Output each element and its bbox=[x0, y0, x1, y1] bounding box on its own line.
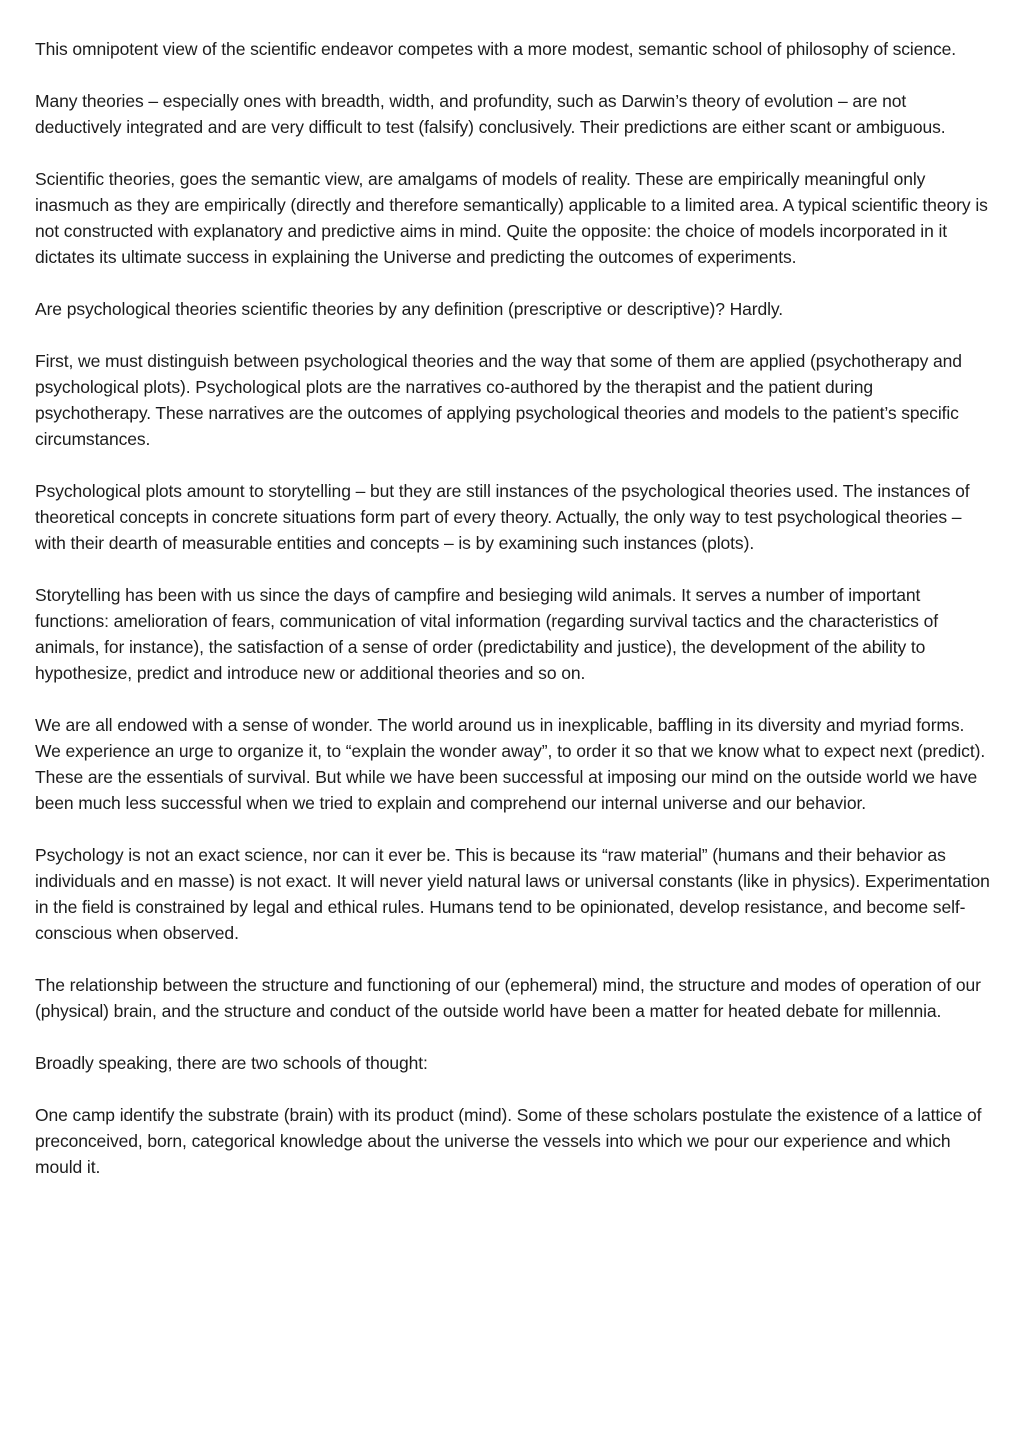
paragraph: This omnipotent view of the scientific endeavor competes with a more modest, semantic school of philosophy of science. bbox=[35, 39, 957, 59]
paragraph: Psychological plots amount to storytelling – but they are still instances of the psychological theories used. The instances of theoretical concepts in concrete situations form part of every theory. Actually, the only way to test psychological theories – with their dearth of measurable entities and concepts – is by examining such instances (plots). bbox=[35, 481, 970, 553]
paragraph: One camp identify the substrate (brain) with its product (mind). Some of these scholars postulate the existence of a lattice of preconceived, born, categorical knowledge about the universe the vessels into which we pour our experience and which mould it. bbox=[35, 1105, 982, 1177]
paragraph: Scientific theories, goes the semantic view, are amalgams of models of reality. These are empirically meaningful only inasmuch as they are empirically (directly and therefore semantically) applicable to a limited area. A typical scientific theory is not constructed with explanatory and predictive aims in mind. Quite the opposite: the choice of models incorporated in it dictates its ultimate success in explaining the Universe and predicting the outcomes of experiments. bbox=[35, 169, 988, 267]
paragraph: Broadly speaking, there are two schools of thought: bbox=[35, 1053, 428, 1073]
paragraph: Psychology is not an exact science, nor can it ever be. This is because its “raw material” (humans and their behavior as individuals and en masse) is not exact. It will never yield natural laws or universal constants (like in physics). Experimentation in the field is constrained by legal and ethical rules. Humans tend to be opinionated, develop resistance, and become self-conscious when observed. bbox=[35, 845, 990, 943]
paragraph: The relationship between the structure and functioning of our (ephemeral) mind, the structure and modes of operation of our (physical) brain, and the structure and conduct of the outside world have been a matter for heated debate for millennia. bbox=[35, 975, 981, 1021]
paragraph: First, we must distinguish between psychological theories and the way that some of them are applied (psychotherapy and psychological plots). Psychological plots are the narratives co-authored by the therapist and the patient during psychotherapy. These narratives are the outcomes of applying psychological theories and models to the patient’s specific circumstances. bbox=[35, 351, 962, 449]
paragraph: We are all endowed with a sense of wonder. The world around us in inexplicable, baffling in its diversity and myriad forms. We experience an urge to organize it, to “explain the wonder away”, to order it so that we know what to expect next (predict). These are the essentials of survival. But while we have been successful at imposing our mind on the outside world we have been much less successful when we tried to explain and comprehend our internal universe and our behavior. bbox=[35, 715, 986, 813]
paragraph: Are psychological theories scientific theories by any definition (prescriptive or descriptive)? Hardly. bbox=[35, 299, 784, 319]
paragraph: Storytelling has been with us since the days of campfire and besieging wild animals. It serves a number of important functions: amelioration of fears, communication of vital information (regarding survival tactics and the characteristics of animals, for instance), the satisfaction of a sense of order (predictability and justice), the development of the ability to hypothesize, predict and introduce new or additional theories and so on. bbox=[35, 585, 938, 683]
paragraph: Many theories – especially ones with breadth, width, and profundity, such as Darwin’s theory of evolution – are not deductively integrated and are very difficult to test (falsify) conclusively. Their predictions are either scant or ambiguous. bbox=[35, 91, 946, 137]
